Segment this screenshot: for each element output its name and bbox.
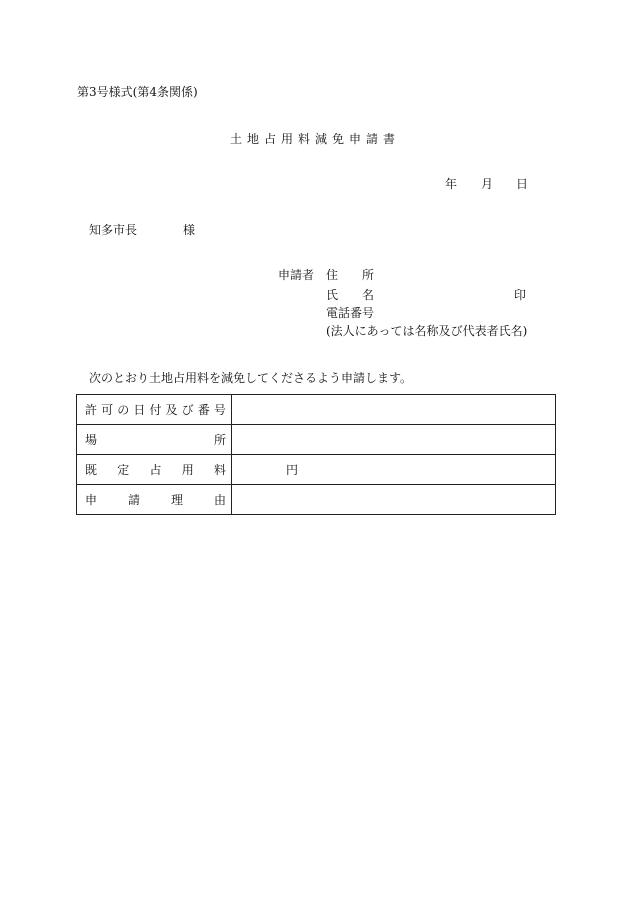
table-row (77, 395, 556, 425)
form-number: 第3号様式(第4条関係) (77, 85, 198, 99)
application-table (76, 394, 556, 515)
row-value-location (232, 425, 556, 455)
label-char: 請 (127, 492, 140, 507)
row-label-permit (77, 395, 232, 425)
document-title: 土地占用料減免申請書 (229, 132, 400, 146)
row-label-fee (77, 455, 232, 485)
applicant-label: 申請者 (278, 268, 315, 282)
name-label: 氏名 (326, 288, 399, 302)
label-char: 許 (85, 402, 98, 417)
label-char: 既 (85, 462, 98, 477)
label-char: の (117, 402, 130, 417)
label-char: 理 (170, 492, 183, 507)
label-char: 定 (117, 462, 130, 477)
label-char: 可 (101, 402, 114, 417)
justified-label (85, 464, 226, 476)
row-label-reason (77, 485, 232, 515)
label-char: 由 (213, 492, 226, 507)
phone-label: 電話番号 (326, 306, 375, 320)
table-row (77, 485, 556, 515)
address-label: 住所 (326, 268, 399, 282)
label-char: 及 (165, 402, 178, 417)
table-row (77, 455, 556, 485)
row-value-permit (232, 395, 556, 425)
label-char: 付 (149, 402, 162, 417)
justified-label (85, 404, 226, 416)
addressee-name: 知多市長 (89, 223, 138, 237)
table-row (77, 425, 556, 455)
row-label-location (77, 425, 232, 455)
label-char: 申 (85, 492, 98, 507)
label-char: 料 (213, 462, 226, 477)
label-char: 所 (213, 432, 226, 447)
label-char: 日 (133, 402, 146, 417)
row-value-fee: 円 (232, 455, 556, 485)
label-char: 占 (149, 462, 162, 477)
request-statement: 次のとおり土地占用料を減免してくださるよう申請します。 (89, 371, 413, 385)
row-value-reason (232, 485, 556, 515)
date-day-label: 日 (516, 177, 529, 191)
date-month-label: 月 (481, 177, 494, 191)
label-char: 号 (213, 402, 226, 417)
corporate-note: (法人にあっては名称及び代表者氏名) (326, 324, 528, 338)
seal-label: 印 (514, 288, 527, 302)
label-char: び (181, 402, 194, 417)
label-char: 場 (85, 432, 98, 447)
justified-label (85, 494, 226, 506)
addressee-honorific: 様 (183, 223, 196, 237)
label-char: 用 (181, 462, 194, 477)
date-year-label: 年 (445, 177, 458, 191)
label-char: 番 (197, 402, 210, 417)
justified-label (85, 434, 226, 446)
